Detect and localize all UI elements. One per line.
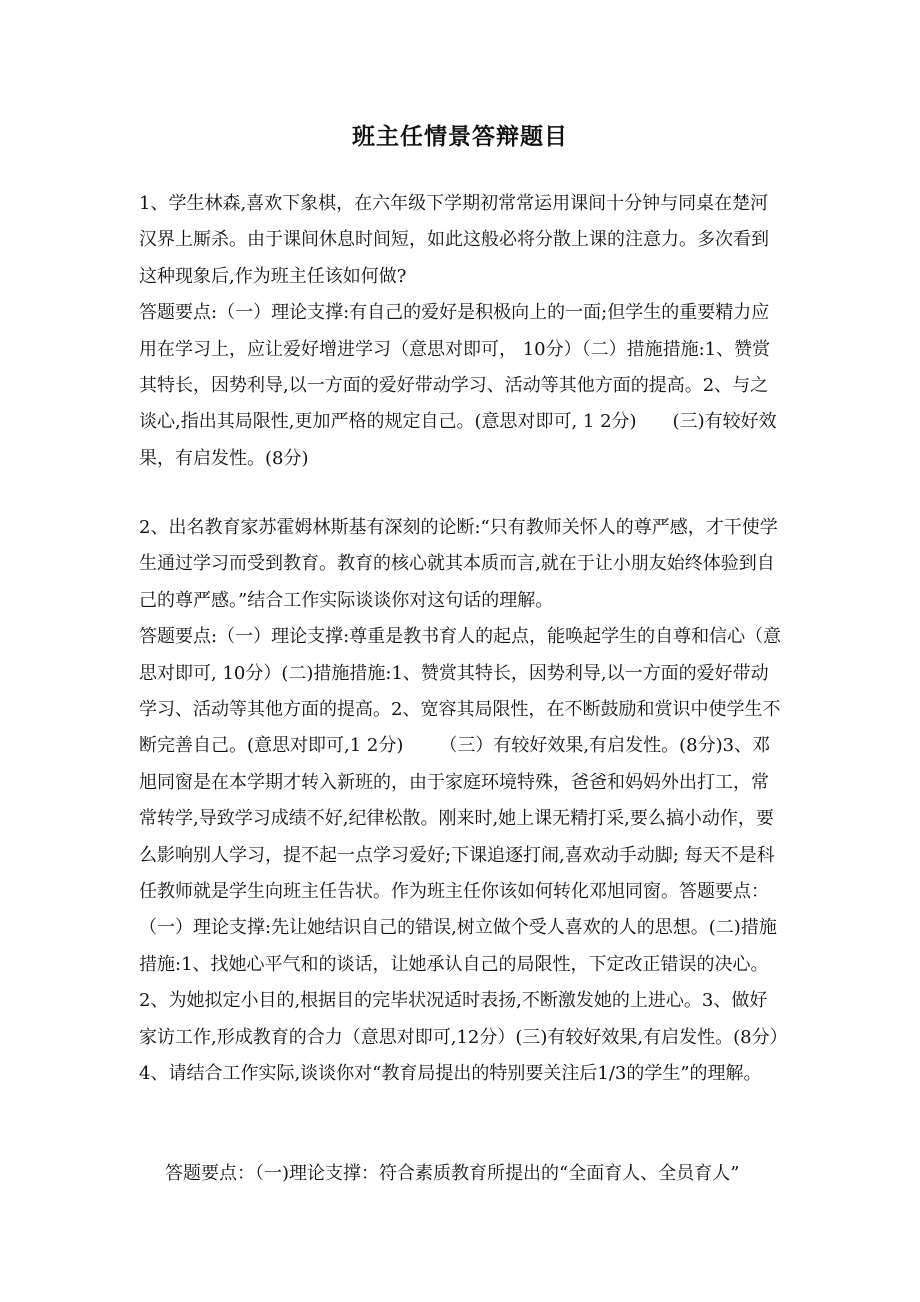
question-2-answer-part-b: （三）有较好效果,有启发性。(8分)3、邓旭同窗是在本学期才转入新班的，由于家庭环境特殊，爸爸和妈妈外出打工，常常转学,导致学习成绩不好,纪律松散。刚来时,她上课无精打采,要么搞小动作，要么影响别人学习，提不起一点学习爱好;下课追逐打闹,喜欢动手动脚; 每天不是科任教师就是学生向班主任告状。作为班主任你该如何转化邓旭同窗。答题要点：（一）理论支撑:先让她结识自己的错误,树立做个受人喜欢的人的思想。(二)措施措施:1、找她心平气和的谈话，让她承认自己的局限性，下定改正错误的决心。2、为她拟定小目的,根据目的完毕状况适时表扬,不断激发她的上进心。3、做好家访工作,形成教育的合力（意思对即可,12分）(三)有较好效果,有启发性。(8分）4、请结合工作实际,谈谈你对“教育局提出的特别要关注后1/3的学生”的理解。	[139, 735, 779, 1085]
question-4-answer-start: 答题要点：（一)理论支撑：符合素质教育所提出的“全面育人、全员育人”	[165, 1163, 740, 1184]
question-1-text: 1、学生林森,喜欢下象棋，在六年级下学期初常常运用课间十分钟与同桌在楚河汉界上厮杀。由于课间休息时间短，如此这般必将分散上课的注意力。多次看到这种现象后,作为班主任该如何做?	[139, 193, 769, 287]
question-block-4-answer	[165, 1156, 785, 1192]
question-2-answer	[139, 619, 784, 1092]
page-title: 班主任情景答辩题目	[352, 124, 568, 150]
question-block-2	[139, 510, 784, 1093]
question-1-answer: 答题要点:（一）理论支撑:有自己的爱好是积极向上的一面;但学生的重要精力应用在学习上，应让爱好增进学习（意思对即可， 10分）（二）措施措施:1、赞赏其特长，因势利导,以一方面的爱好带动学习、活动等其他方面的提高。2、与之谈心,指出其局限性,更加严格的规定自己。(意思对即可, 1 2分) (三)有较好效果，有启发性。(8分)	[139, 302, 777, 469]
question-2-text: 2、出名教育家苏霍姆林斯基有深刻的论断:“只有教师关怀人的尊严感，才干使学生通过学习而受到教育。教育的核心就其本质而言,就在于让小朋友始终体验到自己的尊严感。”结合工作实际谈谈你对这句话的理解。	[139, 517, 778, 611]
question-block-1	[139, 186, 784, 477]
question-2-answer-part-a: 答题要点:（一）理论支撑:尊重是教书育人的起点，能唤起学生的自尊和信心（意思对即可, 10分）(二)措施措施:1、赞赏其特长，因势利导,以一方面的爱好带动学习、活动等其他方面的提高。2、宽容其局限性，在不断鼓励和赏识中使学生不断完善自己。(意思对即可,1 2分)	[139, 626, 782, 757]
